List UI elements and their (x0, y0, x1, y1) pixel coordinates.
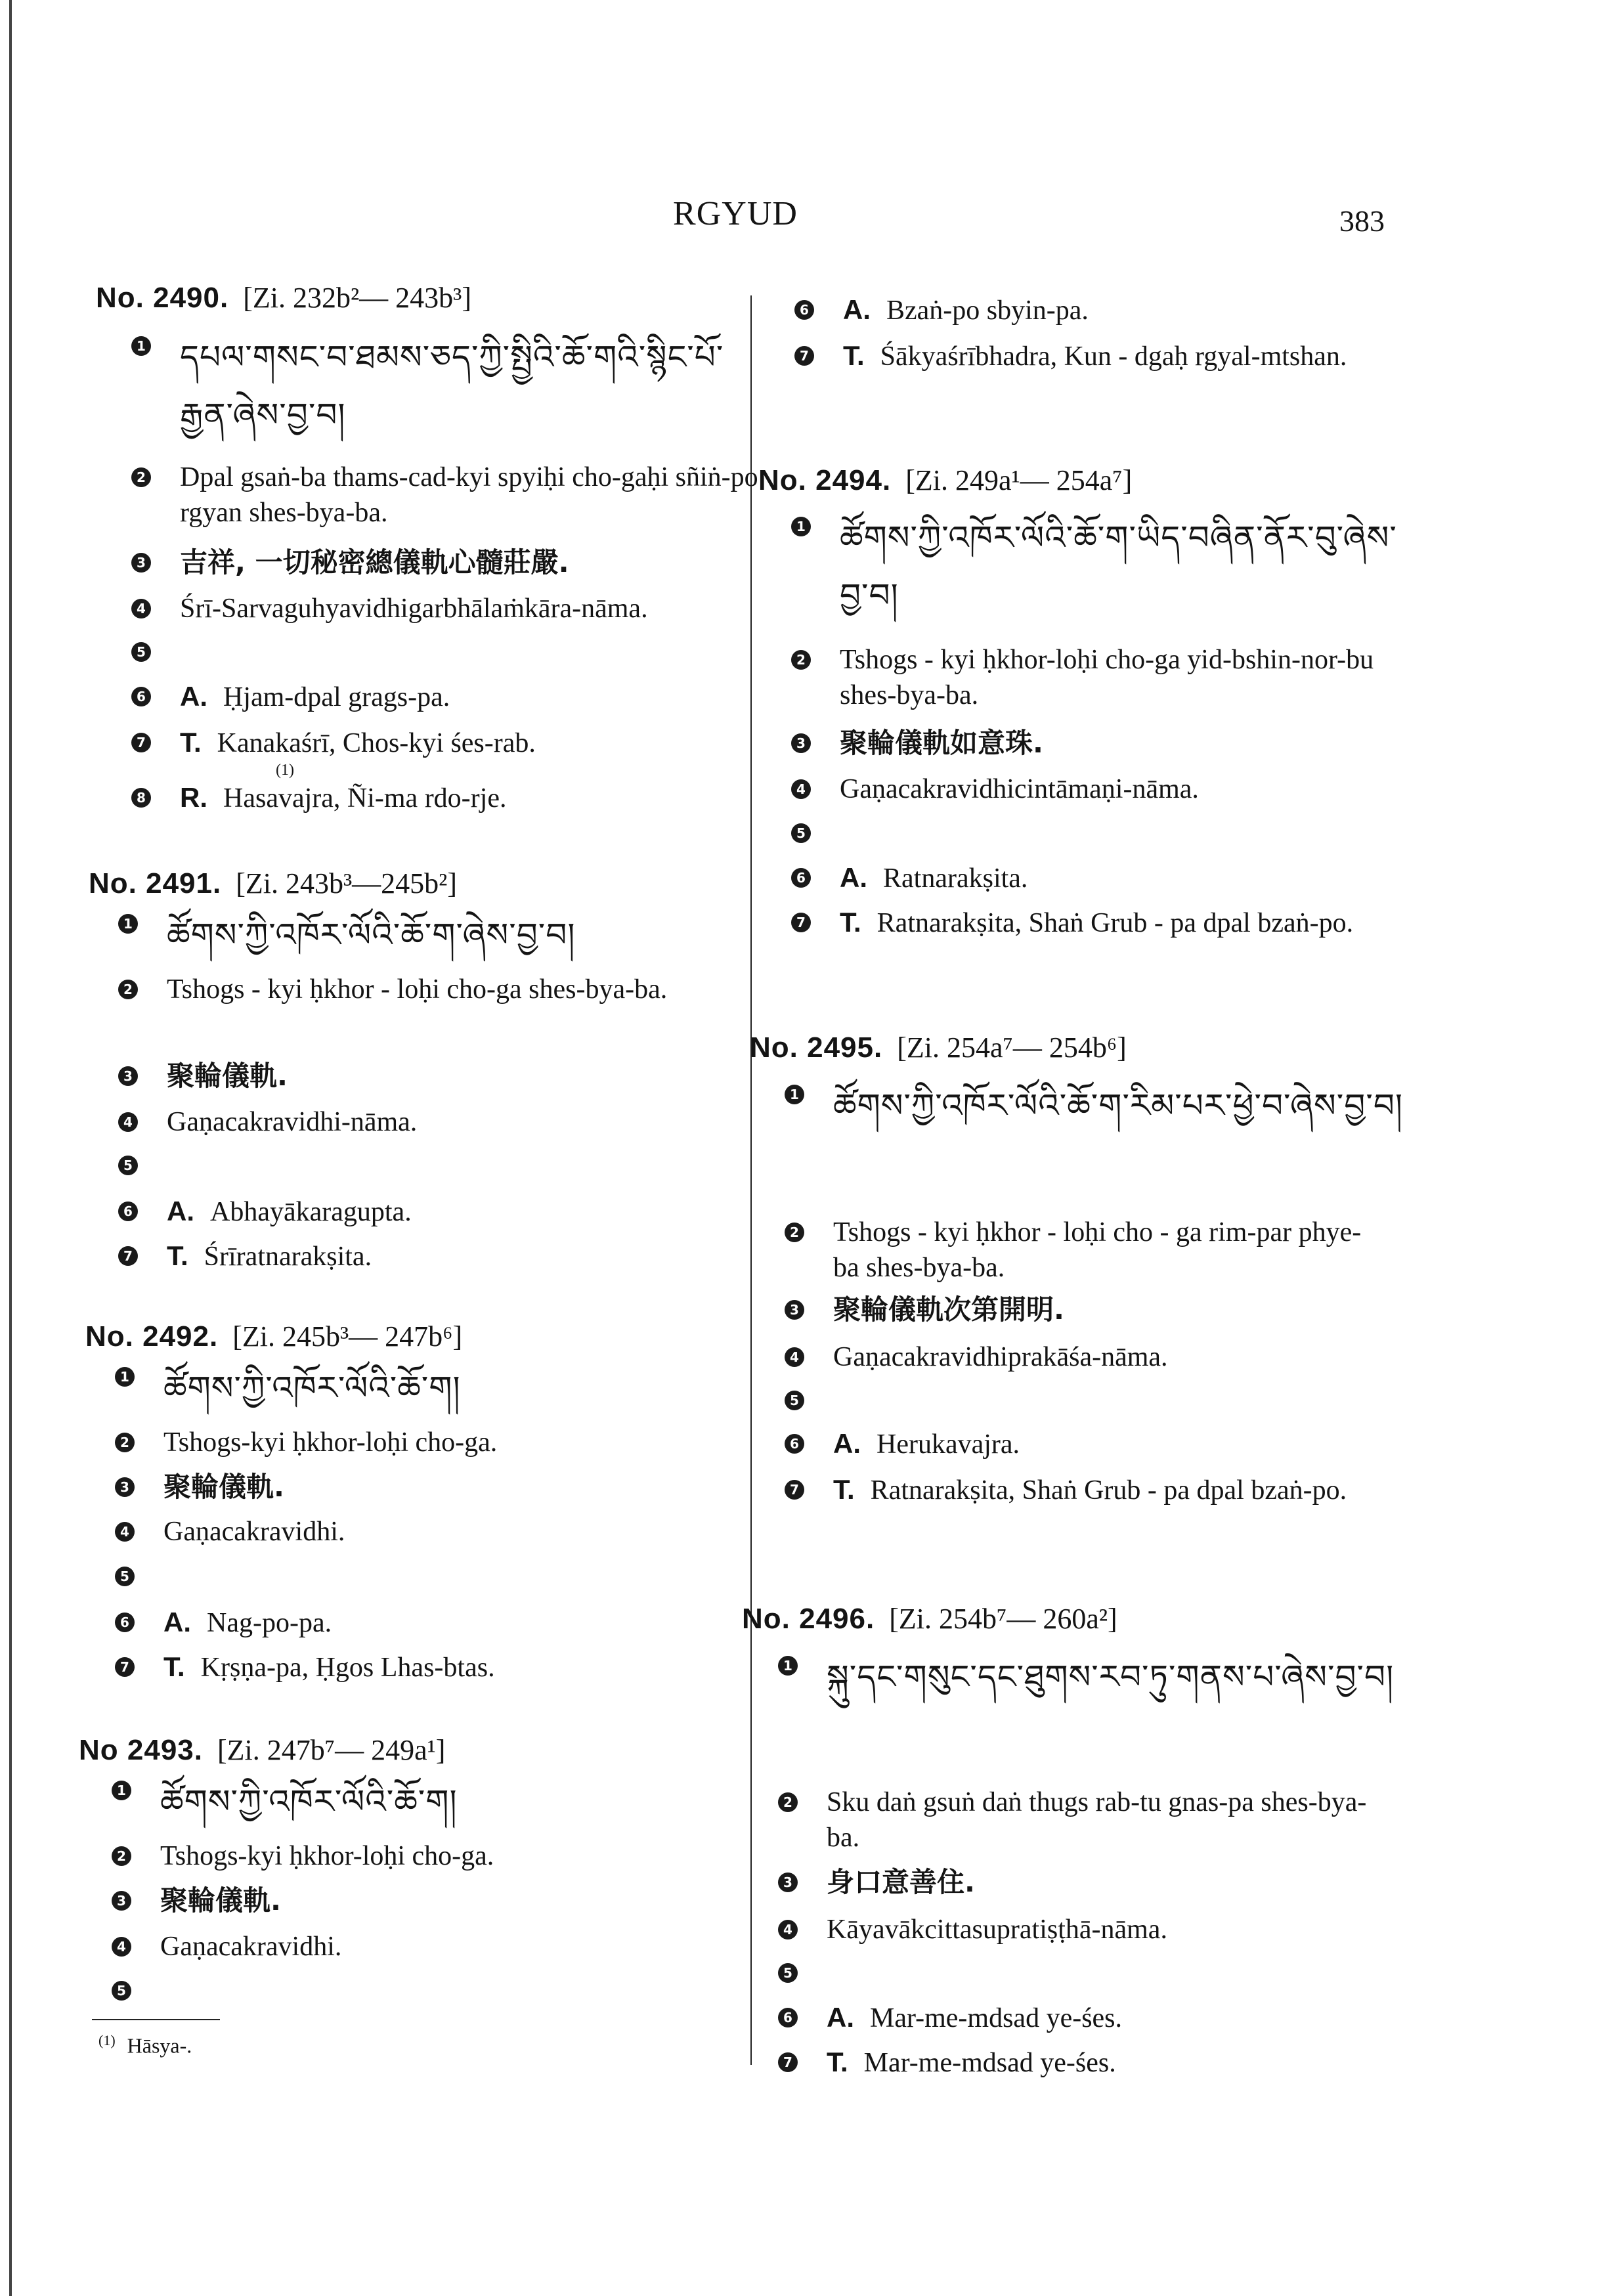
translator-name: Ratnarakṣita, Shaṅ Grub - pa dpal bzaṅ-po. (870, 1475, 1347, 1505)
entry-number: No. 2492. (85, 1320, 219, 1353)
transliterated-title: Tshogs-kyi ḥkhor-loḥi cho-ga. (160, 1841, 494, 1871)
translator-label: T. (163, 1651, 185, 1682)
chinese-title-row (112, 1883, 281, 1918)
tibetan-title: དཔལ་གསང་བ་ཐམས་ཅད་ཀྱི་སྤྱིའི་ཆོ་གའི་སྙིང་པོ་རྒྱན་ཞེས་བྱ་བ། (180, 338, 724, 434)
footnote-reference: (1) (276, 762, 294, 779)
entry-number: No. 2494. (758, 464, 892, 496)
author-label: A. (827, 2002, 854, 2033)
tibetan-title-row (131, 328, 755, 444)
transliterated-title: Tshogs - kyi ḥkhor-loḥi cho-ga yid-bshin-nor-bu shes-bya-ba. (840, 645, 1374, 710)
marker-6-icon: 6 (794, 300, 814, 320)
field-5-row (131, 634, 180, 662)
tibetan-title-row (785, 1077, 1415, 1135)
translator-name: Mar-me-mdsad ye-śes. (863, 2048, 1116, 2078)
marker-5-icon: 5 (778, 1963, 798, 1983)
page-binding-edge (9, 0, 12, 2296)
author-row (778, 2000, 1122, 2036)
marker-5-icon: 5 (791, 823, 811, 843)
transliteration-row (778, 1785, 1369, 1855)
author-name: Herukavajra. (876, 1429, 1020, 1460)
translator-label: T. (843, 340, 865, 371)
author-label: A. (833, 1428, 861, 1459)
transliteration-row (115, 1425, 497, 1460)
marker-2-icon: 2 (118, 980, 138, 999)
marker-1-icon: 1 (118, 914, 138, 934)
page-title: RGYUD (673, 195, 798, 232)
marker-5-icon: 5 (112, 1981, 131, 2001)
transliteration-row (785, 1215, 1375, 1286)
reviser-label: R. (180, 782, 207, 813)
author-row (115, 1605, 332, 1641)
marker-4-icon: 4 (791, 779, 811, 799)
entry-folio-ref: [Zi. 254a⁷— 254b⁶] (897, 1031, 1127, 1064)
chinese-title-row (785, 1292, 1064, 1328)
field-5-row (791, 815, 840, 843)
column-divider (750, 295, 752, 2065)
marker-3-icon: 3 (778, 1873, 798, 1892)
chinese-title: 聚輪儀軌. (163, 1471, 284, 1503)
author-label: A. (843, 294, 871, 325)
author-name: Ḥjam-dpal grags-pa. (223, 682, 450, 712)
chinese-title: 聚輪儀軌. (160, 1884, 281, 1917)
marker-1-icon: 1 (115, 1367, 135, 1387)
tibetan-title-row (115, 1359, 745, 1417)
marker-2-icon: 2 (778, 1792, 798, 1812)
tibetan-title: ཚོགས་ཀྱི་འཁོར་ལོའི་ཆོ་ག། (160, 1783, 458, 1821)
entry-heading (96, 281, 471, 314)
chinese-title: 吉祥, 一切秘密總儀軌心髓莊嚴. (180, 546, 569, 578)
marker-5-icon: 5 (115, 1567, 135, 1586)
transliterated-title: Sku daṅ gsuṅ daṅ thugs rab-tu gnas-pa shes-bya-ba. (827, 1787, 1367, 1853)
transliteration-row (112, 1838, 494, 1874)
translator-name: Kanakaśrī, Chos-kyi śes-rab. (217, 728, 536, 758)
translator-name: Ratnarakṣita, Shaṅ Grub - pa dpal bzaṅ-po. (876, 908, 1354, 938)
sanskrit-title-row (131, 591, 648, 626)
footnote (98, 2032, 192, 2058)
author-name: Mar-me-mdsad ye-śes. (870, 2003, 1123, 2033)
marker-6-icon: 6 (118, 1202, 138, 1221)
translator-label: T. (840, 907, 861, 938)
marker-1-icon: 1 (778, 1656, 798, 1676)
reviser-row (131, 780, 506, 816)
transliterated-title: Tshogs - kyi ḥkhor - loḥi cho - ga rim-par phye-ba shes-bya-ba. (833, 1217, 1362, 1283)
marker-7-icon: 7 (115, 1657, 135, 1677)
translator-row (131, 725, 536, 761)
translator-row (791, 905, 1369, 941)
author-name: Bzaṅ-po sbyin-pa. (886, 295, 1089, 326)
chinese-title: 聚輪儀軌次第開明. (833, 1293, 1064, 1326)
marker-6-icon: 6 (785, 1434, 804, 1454)
entry-number: No. 2496. (742, 1603, 875, 1635)
entry-heading (89, 867, 457, 900)
sanskrit-title: Gaṇacakravidhi-nāma. (167, 1107, 418, 1137)
translator-row (778, 2045, 1116, 2081)
translator-name: Śākyaśrībhadra, Kun - dgaḥ rgyal-mtshan. (880, 341, 1347, 372)
tibetan-title: ཚོགས་ཀྱི་འཁོར་ལོའི་ཆོ་ག་ཡིད་བཞིན་ནོར་བུ་ཞེས་བྱ་བ། (840, 519, 1397, 615)
sanskrit-title: Gaṇacakravidhicintāmaṇi-nāma. (840, 774, 1199, 804)
marker-4-icon: 4 (118, 1112, 138, 1132)
transliterated-title: Tshogs-kyi ḥkhor-loḥi cho-ga. (163, 1427, 498, 1458)
chinese-title-row (118, 1058, 288, 1094)
chinese-title-row (791, 726, 1043, 761)
marker-6-icon: 6 (115, 1613, 135, 1632)
entry-number: No. 2495. (750, 1031, 883, 1064)
translator-row (118, 1238, 372, 1274)
author-label: A. (180, 681, 207, 712)
entry-folio-ref: [Zi. 232b²— 243b³] (243, 282, 472, 314)
author-label: A. (163, 1607, 191, 1637)
author-row (785, 1426, 1020, 1462)
marker-6-icon: 6 (791, 868, 811, 888)
marker-3-icon: 3 (131, 553, 151, 573)
entry-heading (758, 464, 1132, 497)
author-row (118, 1194, 412, 1230)
sanskrit-title-row (785, 1339, 1168, 1375)
marker-1-icon: 1 (791, 517, 811, 536)
transliterated-title: Dpal gsaṅ-ba thams-cad-kyi spyiḥi cho-gaḥi sñiṅ-po rgyan shes-bya-ba. (180, 462, 758, 528)
sanskrit-title-row (112, 1929, 341, 1964)
author-name: Ratnarakṣita. (883, 863, 1028, 894)
footnote-mark: (1) (98, 2032, 116, 2048)
reviser-name: Hasavajra, Ñi-ma rdo-rje. (223, 783, 507, 813)
sanskrit-title-row (115, 1514, 345, 1549)
field-5-row (778, 1955, 827, 1983)
author-row (791, 860, 1028, 896)
footnote-rule (92, 2019, 220, 2020)
author-name: Nag-po-pa. (207, 1608, 332, 1638)
translator-name: Śrīratnarakṣita. (204, 1242, 372, 1272)
entry-folio-ref: [Zi. 243b³—245b²] (236, 867, 458, 899)
translator-row (785, 1472, 1362, 1508)
author-label: A. (167, 1196, 194, 1226)
chinese-title-row (115, 1469, 284, 1505)
marker-7-icon: 7 (791, 913, 811, 932)
marker-4-icon: 4 (115, 1522, 135, 1542)
sanskrit-title-row (791, 771, 1199, 807)
sanskrit-title: Gaṇacakravidhi. (163, 1517, 345, 1547)
chinese-title-row (131, 545, 569, 580)
marker-4-icon: 4 (785, 1347, 804, 1367)
translator-label: T. (167, 1240, 188, 1271)
marker-1-icon: 1 (131, 336, 151, 356)
entry-folio-ref: [Zi. 247b⁷— 249a¹] (217, 1734, 446, 1766)
marker-2-icon: 2 (131, 467, 151, 487)
entry-heading (750, 1031, 1127, 1064)
translator-label: T. (180, 727, 202, 758)
marker-3-icon: 3 (791, 733, 811, 753)
tibetan-title-row (778, 1648, 1408, 1706)
entry-heading (79, 1733, 445, 1767)
tibetan-title: ཚོགས་ཀྱི་འཁོར་ལོའི་ཆོ་ག་རིམ་པར་ཕྱེ་བ་ཞེས་བྱ་བ། (833, 1087, 1403, 1125)
sanskrit-title: Kāyavākcittasupratiṣṭhā-nāma. (827, 1915, 1167, 1945)
field-5-row (115, 1559, 163, 1586)
entry-number: No. 2491. (89, 867, 222, 899)
translator-row (115, 1649, 495, 1685)
marker-3-icon: 3 (115, 1477, 135, 1497)
chinese-title: 身口意善住. (827, 1866, 975, 1898)
transliteration-row (131, 460, 762, 531)
entry-folio-ref: [Zi. 245b³— 247b⁶] (232, 1320, 463, 1353)
footnote-text: Hāsya-. (127, 2033, 192, 2058)
translator-row (794, 338, 1372, 374)
chinese-title-row (778, 1865, 975, 1900)
entry-folio-ref: [Zi. 254b⁷— 260a²] (889, 1603, 1117, 1635)
sanskrit-title: Gaṇacakravidhi. (160, 1932, 342, 1962)
marker-4-icon: 4 (131, 599, 151, 618)
field-5-row (785, 1383, 833, 1410)
tibetan-title: ཚོགས་ཀྱི་འཁོར་ལོའི་ཆོ་ག་ཞེས་བྱ་བ། (167, 916, 576, 954)
sanskrit-title-row (778, 1912, 1167, 1947)
author-row (794, 292, 1089, 328)
marker-7-icon: 7 (778, 2052, 798, 2072)
marker-4-icon: 4 (778, 1920, 798, 1939)
tibetan-title-row (791, 509, 1421, 624)
entry-number: No 2493. (79, 1734, 203, 1766)
sanskrit-title: Gaṇacakravidhiprakāśa-nāma. (833, 1342, 1168, 1372)
chinese-title: 聚輪儀軌. (167, 1060, 288, 1092)
marker-1-icon: 1 (785, 1085, 804, 1104)
marker-2-icon: 2 (791, 650, 811, 670)
translator-label: T. (833, 1474, 855, 1505)
marker-3-icon: 3 (118, 1066, 138, 1086)
marker-2-icon: 2 (115, 1433, 135, 1452)
marker-7-icon: 7 (794, 346, 814, 366)
marker-5-icon: 5 (785, 1391, 804, 1410)
transliteration-row (791, 642, 1382, 713)
page-number: 383 (1339, 204, 1385, 238)
marker-5-icon: 5 (131, 642, 151, 662)
transliterated-title: Tshogs - kyi ḥkhor - loḥi cho-ga shes-bya-ba. (167, 974, 668, 1005)
entry-number: No. 2490. (96, 282, 229, 314)
tibetan-title: ཚོགས་ཀྱི་འཁོར་ལོའི་ཆོ་ག། (163, 1369, 461, 1407)
marker-8-icon: 8 (131, 788, 151, 808)
sanskrit-title-row (118, 1104, 417, 1140)
marker-3-icon: 3 (112, 1891, 131, 1911)
field-5-row (112, 1973, 160, 2001)
transliteration-row (118, 972, 748, 1007)
tibetan-title: སྐུ་དང་གསུང་དང་ཐུགས་རབ་ཏུ་གནས་པ་ཞེས་བྱ་བ། (827, 1658, 1395, 1696)
marker-3-icon: 3 (785, 1300, 804, 1320)
marker-4-icon: 4 (112, 1937, 131, 1957)
chinese-title: 聚輪儀軌如意珠. (840, 727, 1043, 759)
marker-6-icon: 6 (131, 687, 151, 706)
marker-6-icon: 6 (778, 2008, 798, 2027)
marker-1-icon: 1 (112, 1781, 131, 1800)
marker-2-icon: 2 (785, 1223, 804, 1242)
marker-7-icon: 7 (785, 1480, 804, 1500)
tibetan-title-row (112, 1773, 742, 1830)
author-label: A. (840, 862, 867, 893)
sanskrit-title: Śrī-Sarvaguhyavidhigarbhālaṁkāra-nāma. (180, 594, 648, 624)
entry-heading (85, 1320, 462, 1353)
entry-heading (742, 1602, 1117, 1635)
translator-name: Kṛṣṇa-pa, Ḥgos Lhas-btas. (200, 1653, 495, 1683)
marker-7-icon: 7 (131, 733, 151, 752)
entry-folio-ref: [Zi. 249a¹— 254a⁷] (905, 464, 1133, 496)
marker-5-icon: 5 (118, 1156, 138, 1175)
author-name: Abhayākaragupta. (210, 1197, 412, 1227)
tibetan-title-row (118, 906, 748, 964)
translator-label: T. (827, 2047, 848, 2077)
field-5-row (118, 1148, 167, 1175)
author-row (131, 679, 450, 715)
marker-7-icon: 7 (118, 1246, 138, 1266)
marker-2-icon: 2 (112, 1846, 131, 1866)
